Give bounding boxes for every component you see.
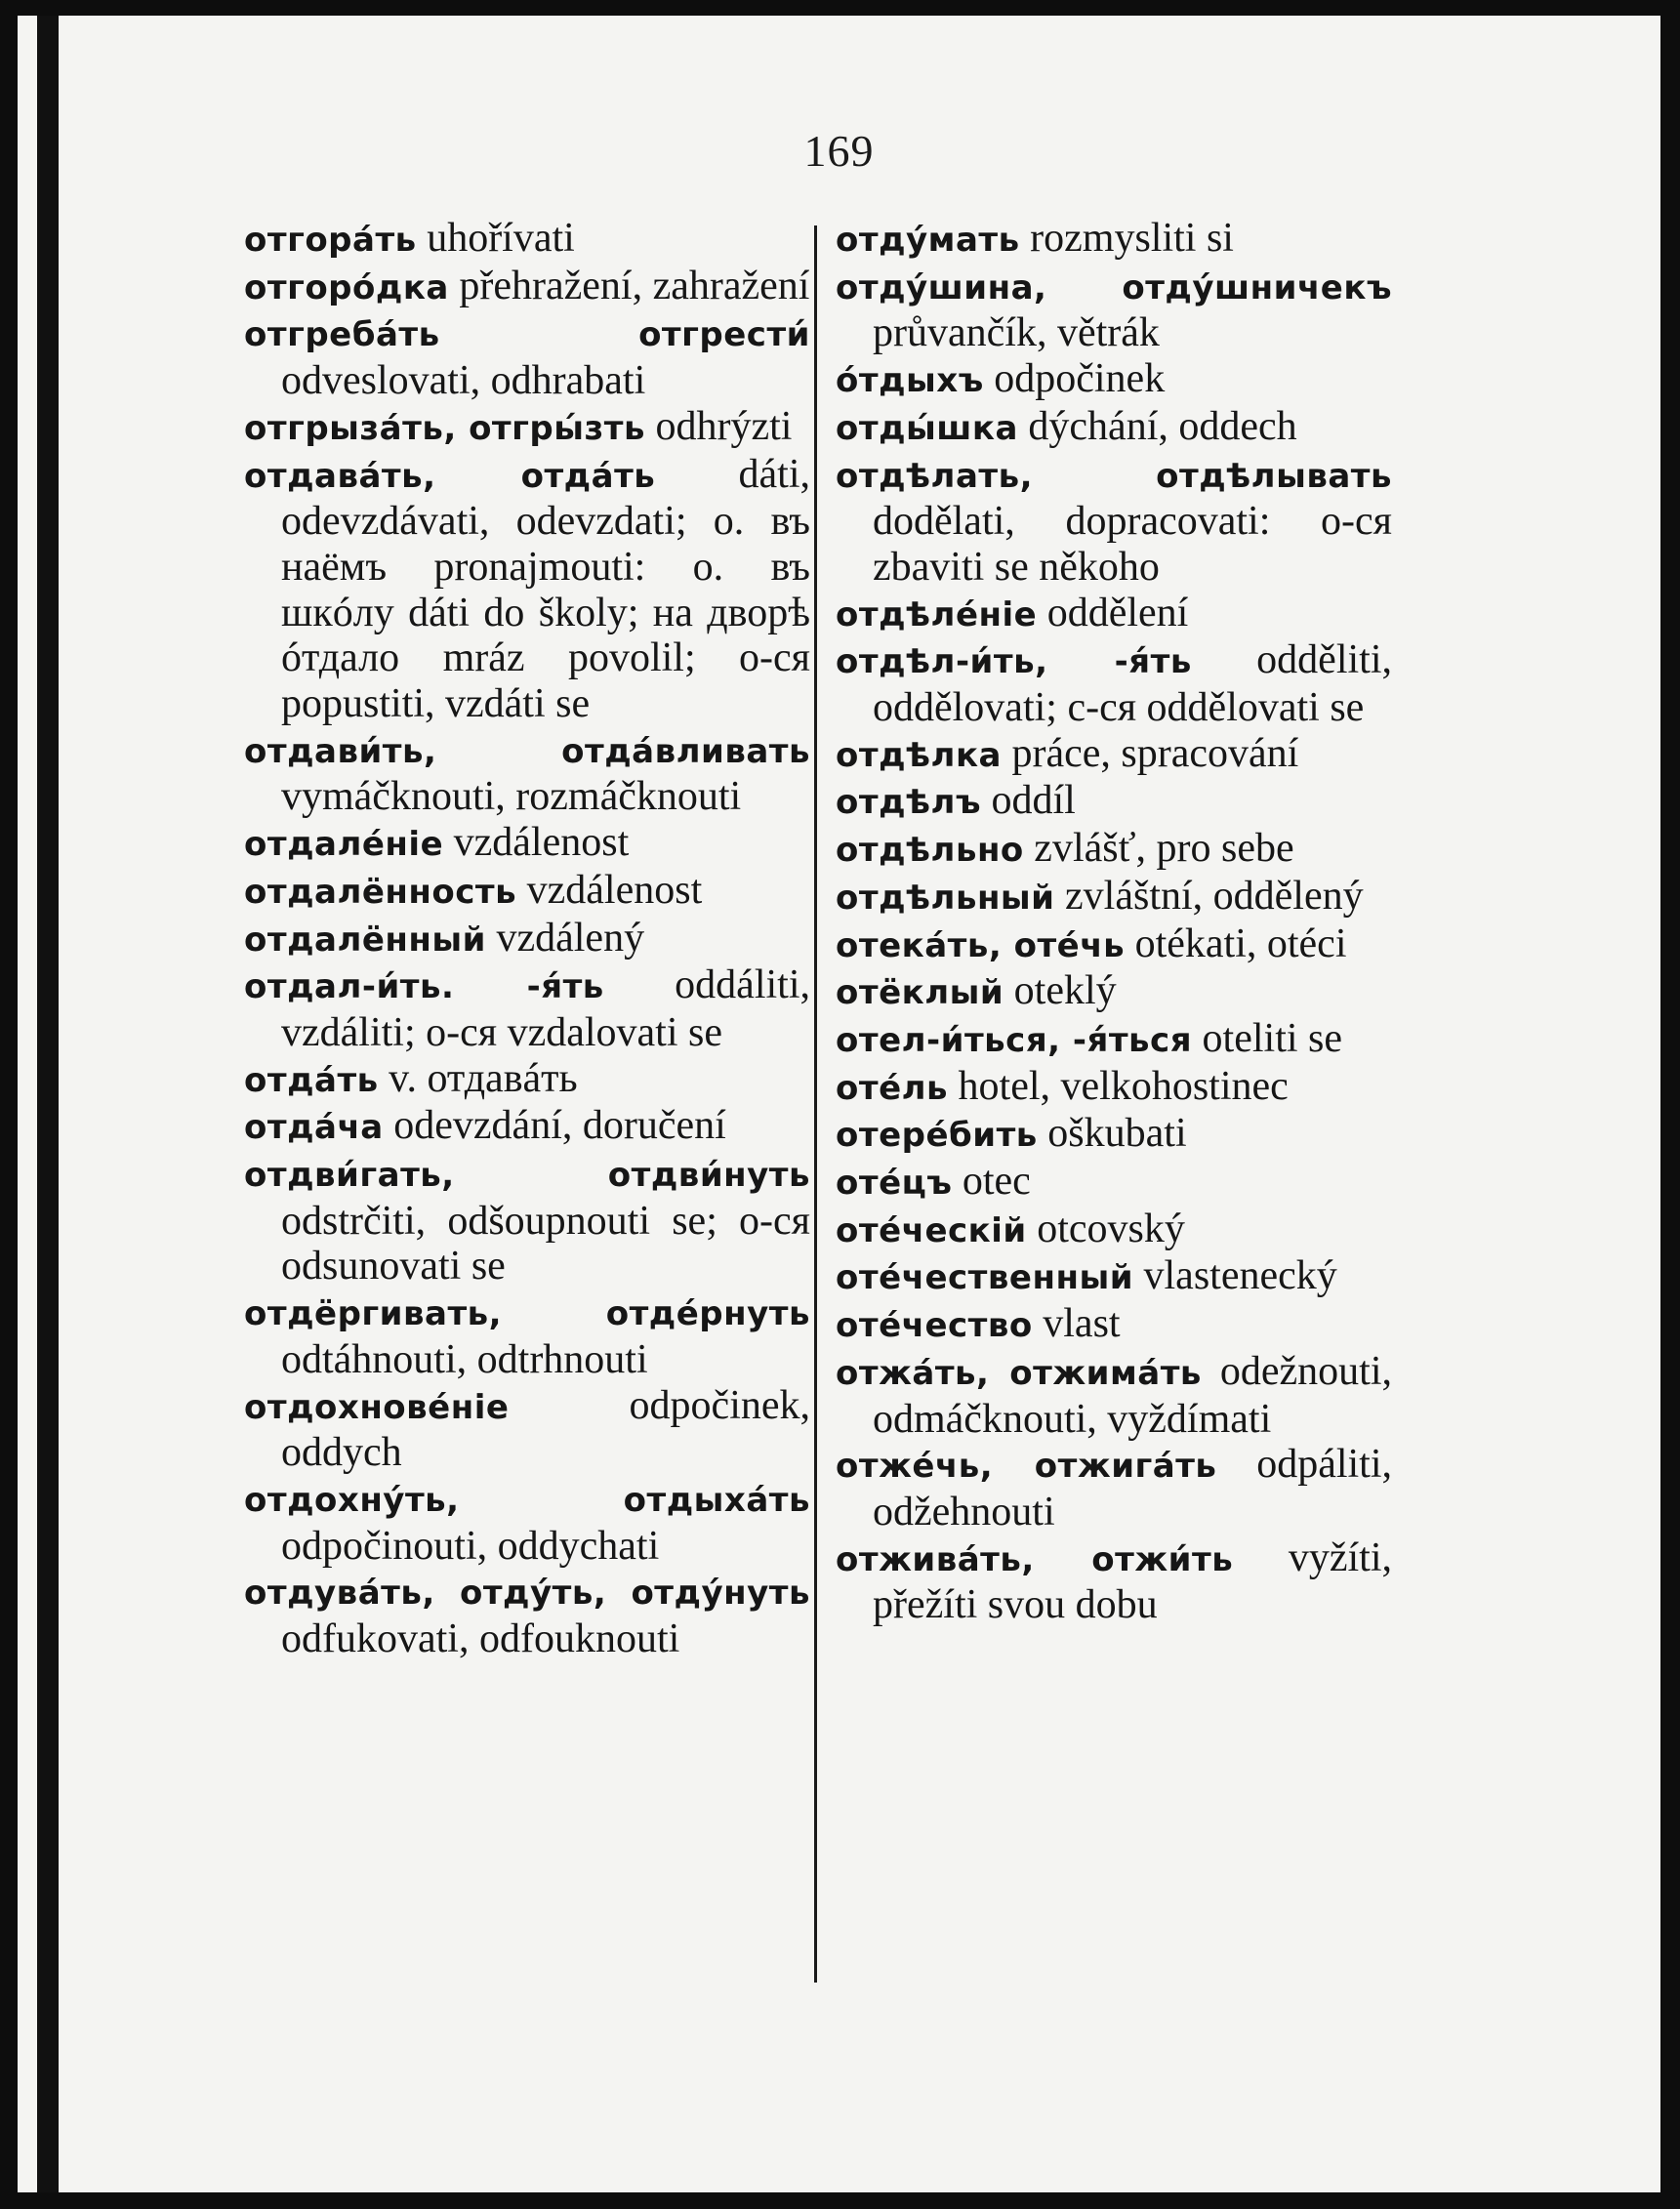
entry-headword: отдви́гать, отдви́нуть (244, 1156, 810, 1196)
entry-definition: průvančík, větrák (873, 310, 1160, 356)
entry-definition: oddíl (991, 778, 1076, 824)
dictionary-entry (836, 1301, 1392, 1349)
entry-definition: uhořívati (427, 216, 575, 261)
entry-headword: отдувáть, отдýть, отдýнуть (244, 1574, 810, 1614)
entry-headword: отгрызáть, отгры́зть (244, 408, 645, 448)
entry-headword: отдохнýть, отдыхáть (244, 1480, 810, 1520)
entry-definition: dodělati, dopracovati: о-ся zbaviti se někoho (873, 499, 1392, 590)
dictionary-entry (836, 404, 1392, 452)
dictionary-entry (836, 874, 1392, 921)
dictionary-entry (244, 264, 810, 311)
entry-headword: отдýшина, отдýшничекъ (836, 267, 1392, 307)
entry-definition: odtáhnouti, odtrhnouti (281, 1336, 648, 1382)
entry-headword: отдави́ть, отдáвливать (244, 731, 810, 771)
entry-definition: vymáčknouti, rozmáčknouti (281, 774, 742, 820)
entry-headword: отдёргивать, отдéрнуть (244, 1294, 810, 1334)
dictionary-entry (244, 1103, 810, 1151)
page-number: 169 (803, 126, 875, 176)
entry-headword: отéчественный (836, 1258, 1134, 1298)
dictionary-entry (244, 452, 810, 727)
entry-headword: отдохновéніе (244, 1387, 510, 1427)
dictionary-entry (836, 591, 1392, 638)
dictionary-entry (836, 1442, 1392, 1534)
dictionary-entry (244, 216, 810, 264)
entry-definition: dýchání, oddech (1028, 403, 1297, 449)
dictionary-entry (836, 1349, 1392, 1442)
entry-headword: отдѣлéніе (836, 594, 1038, 634)
entry-definition: oteklý (1013, 968, 1117, 1014)
dictionary-entry (836, 637, 1392, 730)
entry-definition: rozmysliti si (1030, 216, 1234, 261)
entry-definition: zvlášť, pro sebe (1034, 826, 1294, 872)
entry-headword: отживáть, отжи́ть (836, 1539, 1234, 1579)
entry-headword: отдалéніе (244, 825, 444, 865)
entry-definition: odhrýzti (655, 403, 793, 449)
entry-definition: hotel, velkohostinec (958, 1063, 1289, 1109)
entry-definition: vzdálenost (453, 820, 630, 866)
entry-definition: odežnouti, odmáčknouti, vyždímati (873, 1348, 1392, 1442)
dictionary-entry (836, 452, 1392, 591)
dictionary-entry (836, 264, 1392, 356)
dictionary-entry (836, 731, 1392, 779)
dictionary-entry (244, 1383, 810, 1476)
entry-definition: vlast (1043, 1301, 1121, 1347)
dictionary-entry (836, 1064, 1392, 1112)
entry-definition: odděliti, oddělovati; с-ся oddělovati se (873, 637, 1392, 731)
entry-headword: отдѣлъ (836, 783, 981, 823)
dictionary-entry (244, 868, 810, 916)
entry-definition: oddáliti, vzdáliti; о-ся vzdalovati se (281, 962, 810, 1055)
dictionary-entry (244, 727, 810, 820)
entry-definition: odpáliti, odžehnouti (873, 1442, 1393, 1534)
dictionary-entry (836, 1535, 1392, 1628)
dictionary-entry (244, 962, 810, 1055)
dictionary-page (18, 16, 1660, 2192)
right-column (836, 216, 1392, 1628)
entry-headword: отгорáть (244, 221, 417, 260)
entry-headword: отдýмать (836, 221, 1020, 260)
entry-definition: odveslovati, odhrabati (281, 358, 646, 404)
dictionary-entry (244, 1476, 810, 1569)
entry-headword: отерéбить (836, 1116, 1038, 1156)
entry-headword: отжéчь, отжигáть (836, 1447, 1217, 1487)
dictionary-entry (244, 820, 810, 868)
entry-definition: odpočinouti, oddychati (281, 1523, 660, 1569)
column-divider (814, 225, 817, 1983)
entry-definition: odfukovati, odfouknouti (281, 1616, 680, 1662)
entry-definition: oteliti se (1202, 1015, 1343, 1061)
entry-definition: vlastenecký (1143, 1253, 1337, 1299)
dictionary-entry (244, 310, 810, 403)
left-column (244, 216, 810, 1662)
entry-definition: oddělení (1046, 590, 1189, 635)
entry-definition: odevzdání, doručení (393, 1103, 726, 1149)
dictionary-entry (836, 1016, 1392, 1064)
dictionary-entry (836, 1253, 1392, 1301)
entry-definition: vyžíti, přežíti svou dobu (873, 1534, 1392, 1628)
entry-definition: dáti, odevzdávati, odevzdati; о. въ наёмъ pronajmouti: о. въ шкóлу dáti do školy; на дворѣ óтдало mráz povolil; о-ся popustiti, vzdáti se (281, 451, 811, 727)
entry-definition: otékati, otéci (1134, 920, 1347, 966)
entry-headword: отгребáть отгрести́ (244, 315, 810, 355)
dictionary-entry (836, 921, 1392, 969)
dictionary-entry (836, 968, 1392, 1016)
dictionary-entry (244, 1289, 810, 1382)
entry-headword: отдѣльно (836, 831, 1024, 871)
entry-headword: отдѣлка (836, 735, 1002, 775)
entry-headword: отдавáть, отдáть (244, 456, 656, 496)
entry-headword: отдѣлать, отдѣлывать (836, 456, 1392, 496)
entry-definition: v. отдавáть (389, 1055, 578, 1101)
entry-headword: отéческій (836, 1210, 1027, 1250)
entry-headword: отел-и́ться, -я́ться (836, 1020, 1193, 1060)
entry-definition: oškubati (1047, 1111, 1187, 1157)
entry-headword: отёклый (836, 973, 1004, 1013)
entry-headword: отдалённость (244, 872, 517, 912)
entry-definition: otec (962, 1159, 1031, 1205)
dictionary-entry (244, 1151, 810, 1289)
dictionary-entry (836, 778, 1392, 826)
dictionary-entry (836, 1111, 1392, 1159)
entry-definition: odpočinek (994, 356, 1166, 402)
entry-headword: отдѣльный (836, 878, 1055, 918)
entry-definition: přehražení, zahražení (459, 263, 810, 308)
entry-definition: odstrčiti, odšoupnouti se; о-ся odsunovati se (281, 1198, 810, 1289)
entry-headword: óтдыхъ (836, 361, 984, 401)
dictionary-entry (244, 404, 810, 452)
dictionary-entry (836, 356, 1392, 404)
entry-headword: отдáть (244, 1060, 379, 1100)
entry-headword: отéчество (836, 1306, 1033, 1346)
entry-headword: отéль (836, 1068, 949, 1108)
entry-headword: отдѣл-и́ть, -я́ть (836, 642, 1192, 682)
entry-definition: vzdálený (496, 915, 645, 961)
entry-definition: vzdálenost (526, 867, 703, 913)
dictionary-entry (836, 826, 1392, 874)
entry-headword: отéцъ (836, 1164, 953, 1204)
entry-definition: zvláštní, oddělený (1065, 873, 1364, 919)
entry-headword: отжáть, отжимáть (836, 1353, 1202, 1393)
dictionary-entry (244, 1056, 810, 1104)
entry-headword: отдал-и́ть. -я́ть (244, 967, 604, 1007)
dictionary-entry (836, 1159, 1392, 1207)
dictionary-entry (244, 916, 810, 963)
entry-definition: práce, spracování (1011, 730, 1299, 776)
entry-definition: odpočinek, oddych (281, 1382, 810, 1476)
dictionary-entry (244, 1569, 810, 1661)
entry-headword: отдáча (244, 1108, 384, 1148)
entry-headword: отды́шка (836, 408, 1018, 448)
entry-headword: отекáть, отéчь (836, 925, 1126, 965)
entry-headword: отдалённый (244, 920, 486, 960)
entry-definition: otcovský (1037, 1206, 1185, 1251)
dictionary-entry (836, 1207, 1392, 1254)
book-spine-shadow (37, 16, 59, 2192)
dictionary-entry (836, 216, 1392, 264)
entry-headword: отгорóдка (244, 267, 449, 307)
